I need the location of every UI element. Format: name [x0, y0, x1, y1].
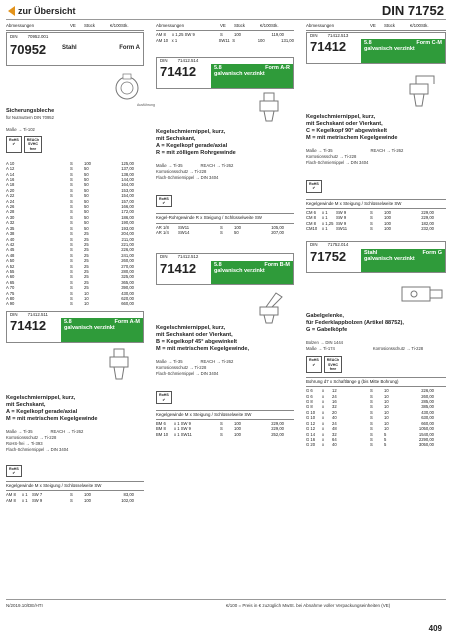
price-table	[306, 210, 446, 232]
table-row: G 6 x 24 S 10 260,00	[306, 393, 434, 399]
table-row: G 10 x 40 S 10 630,00	[306, 415, 434, 421]
table-row: A 42 S 25 221,00	[6, 241, 134, 247]
article-71412-513: DIN 71412.513 71412 5.8 Form C-M galvanisch verzinkt	[306, 32, 446, 64]
dimension-link[interactable]: Maße → Ti-102	[6, 127, 35, 133]
rohs-badge: RoHS ✔	[156, 195, 172, 207]
svg-text:Ausführung: Ausführung	[137, 103, 155, 108]
table-row: BM 10 x 1 SW11 S 100 252,00	[156, 431, 284, 437]
table-row: A 75 S 10 430,00	[6, 290, 134, 296]
table-header: Abmessungen VE Stück €/100Stk.	[6, 23, 129, 28]
product-image	[306, 64, 446, 114]
table-row: G 6 x 12 S 10 226,00	[306, 388, 434, 394]
grease-nipple-icon	[6, 343, 144, 395]
product-image	[156, 89, 294, 129]
article-number: 71412	[160, 260, 197, 276]
reach-badge: REACh SVHC free	[24, 136, 42, 153]
table-row: A 50 S 25 260,00	[6, 258, 134, 264]
table-row: G 10 x 20 S 10 430,00	[306, 409, 434, 415]
table-row: A 28 S 50 172,00	[6, 209, 134, 215]
table-row: G 12 x 24 S 10 660,00	[306, 420, 434, 426]
table-row: A 48 S 25 241,00	[6, 252, 134, 258]
product-title: Gabelgelenke,	[306, 313, 344, 320]
table-row: A 32 S 50 190,00	[6, 220, 134, 226]
product-title: Sicherungsbleche	[6, 108, 55, 115]
table-row: G 14 x 32 S 5 1540,00	[306, 431, 434, 437]
product-title: Kegelschmiernippel, kurz,	[306, 114, 376, 121]
table-row: A 22 S 50 154,00	[6, 193, 134, 199]
back-arrow-icon	[8, 6, 15, 16]
page-number: 409	[428, 624, 442, 633]
table-row: CM10 x 1 SW11 S 100 232,00	[306, 226, 434, 232]
price-note: €/100 = Preis in € zuzüglich MwSt. bei Abnahme voller Verpackungseinheiten (VE)	[226, 603, 391, 608]
table-row: A 18 S 50 164,00	[6, 182, 134, 188]
column-3: Abmessungen VE Stück €/100Stk. DIN 71412.513 71412 5.8 Form C-M galvanisch verzinkt Kegelschmiernippel, kurz, mit Sechskant oder Vierkant, C = Kegelkopf 90° abgewinkelt M = mit metrischem Kegelgewinde Maße → Ti-35 REACH → Ti-262 Korrosionsschutz → Ti-228 Flach-Schmiernippel → DIN 3404 RoHS ✔ Kegelgewinde M x Steigung / Schlüsselweite SW CM 6 x 1 SW 9 S 100 229,00 CM 8 x 1 SW 9 S 100 229,00 CM 8 x 1,25 SW 9 S 100 182,00 CM10 x 1 SW11 S 100 232,00 DIN 71752.014 71752 Stahl Form G galvanisch verzinkt Gabelgelenke, für Federklappbolzen (Artikel 88752), G = Gabelköpfe Bolzen → DIN 1444 Maße → Ti-174 Korrosionsschutz → Ti-228 RoHS ✔ REACh SVHC free Bohrung d7 x Schaftlänge g (bis Mitte Bohrung) G 6 x 12 S 10 226,00 G 6 x 24 S 10 260,00 G 8 x 16 S 10 285,00 G 8 x 32 S 10 385,00 G 10 x 20 S 10 430,00 G 10 x 40 S 10 630,00 G 12 x 24 S 10 660,00 G 12 x 48 S 10 1050,00 G 14 x 32 S 5 1540,00 G 16 x 64 S 5 2290,00 G 20 x 40 S 5 3050,00	[306, 23, 446, 448]
compliance-badges	[6, 136, 144, 153]
article-number: 71412	[160, 64, 197, 80]
rohs-badge: RoHS ✔	[306, 356, 322, 373]
table-row: CM 8 x 1,25 SW 9 S 100 182,00	[306, 220, 434, 226]
table-row: BM 6 x 1 SW 9 S 100 229,00	[156, 421, 284, 427]
table-row: G 20 x 40 S 5 3050,00	[306, 442, 434, 448]
article-70952: DIN 70952.001 70952 Stahl Form A	[6, 32, 144, 66]
table-row: G 8 x 16 S 10 285,00	[306, 399, 434, 405]
back-label: zur Übersicht	[18, 6, 76, 16]
price-table	[156, 421, 294, 437]
table-row: AR 1/4 SW14 S 50 207,00	[156, 230, 284, 236]
table-row: A 55 S 25 280,00	[6, 268, 134, 274]
table-header: Abmessungen VE Stück €/100Stk.	[306, 23, 429, 28]
article-71412-514: DIN 71412.514 71412 5.8 Form A-R galvanisch verzinkt	[156, 57, 294, 89]
footer-divider	[6, 599, 446, 600]
table-row: CM 6 x 1 SW 9 S 100 229,00	[306, 209, 434, 215]
table-row: A 65 S 25 365,00	[6, 279, 134, 285]
price-table	[6, 161, 144, 307]
article-number: 71752	[310, 248, 347, 264]
table-row: A 26 S 50 166,00	[6, 204, 134, 210]
table-row: A 24 S 50 157,00	[6, 198, 134, 204]
table-row: A 70 S 25 390,00	[6, 285, 134, 291]
table-header: Abmessungen VE Stück €/100Stk.	[156, 23, 279, 28]
table-row: A 40 S 25 211,00	[6, 236, 134, 242]
table-row: A 14 S 50 138,00	[6, 171, 134, 177]
lock-washer-icon	[6, 66, 155, 108]
table-row: CM 8 x 1 SW 9 S 100 229,00	[306, 215, 434, 221]
article-71412-512: DIN 71412.512 71412 5.8 Form B-M galvanisch verzinkt	[156, 253, 294, 285]
compliance-badges	[306, 356, 446, 373]
article-number: 71412	[310, 39, 347, 55]
rohs-badge: RoHS ✔	[156, 391, 172, 403]
price-table	[306, 388, 446, 447]
catalog-code: N/2019.10/DE/HTI	[6, 603, 43, 608]
product-title: Kegelschmiernippel, kurz,	[156, 325, 226, 332]
table-row: A 16 S 50 144,00	[6, 177, 134, 183]
table-row: BM 8 x 1 SW 9 S 100 229,00	[156, 426, 284, 432]
table-row: A 52 S 25 270,00	[6, 263, 134, 269]
grease-nipple-icon	[156, 89, 294, 129]
price-table	[156, 32, 294, 43]
article-number: 70952	[10, 42, 47, 58]
table-row: G 12 x 48 S 10 1050,00	[306, 426, 434, 432]
table-row: A 90 S 10 660,00	[6, 301, 134, 307]
page-title: DIN 71752	[381, 3, 444, 18]
table-row: A 20 S 50 153,00	[6, 187, 134, 193]
product-title: Kegelschmiernippel, kurz,	[156, 129, 226, 136]
angled-grease-nipple-icon	[156, 285, 294, 325]
table-row: A 30 S 50 186,00	[6, 214, 134, 220]
article-71752-014: DIN 71752.014 71752 Stahl Form G galvanisch verzinkt	[306, 241, 446, 273]
table-row: AM 10 x 1 SW11 S 100 131,00	[156, 37, 294, 43]
table-row: A 80 S 10 620,00	[6, 295, 134, 301]
price-table	[6, 492, 144, 503]
clevis-joint-icon	[306, 273, 446, 313]
table-row: A 60 S 25 325,00	[6, 274, 134, 280]
column-2: Abmessungen VE Stück €/100Stk. AM 8 x 1,25 SW 9 S 100 119,00 AM 10 x 1 SW11 S 100 131,00 DIN 71412.514 71412 5.8 Form A-R galvanisch verzinkt Kegelschmiernippel, kurz, mit Sechskant, A = Kegelkopf gerade/axial R = mit zölligem Rohrgewinde Maße → Ti-35 REACH → Ti-262 Korrosionsschutz → Ti-228 Flach-Schmiernippel → DIN 3404 RoHS ✔ Kegel-Rohrgewinde R x Steigung / Schlüsselweite SW AR 1/8 SW11 S 100 105,00 AR 1/4 SW14 S 50 207,00 DIN 71412.512 71412 5.8 Form B-M galvanisch verzinkt Kegelschmiernippel, kurz, mit Sechskant oder Vierkant, B = Kegelkopf 45° abgewinkelt M = mit metrischem Kegelgewinde, Maße → Ti-35 REACH → Ti-262 Korrosionsschutz → Ti-228 Flach-Schmiernippel → DIN 3404 RoHS ✔ Kegelgewinde M x Steigung / Schlüsselweite SW BM 6 x 1 SW 9 S 100 229,00 BM 8 x 1 SW 9 S 100 229,00 BM 10 x 1 SW11 S 100 252,00	[156, 23, 294, 437]
product-title: Kegelschmiernippel, kurz,	[6, 394, 76, 401]
rohs-badge: RoHS ✔	[6, 465, 22, 477]
header-divider	[6, 19, 446, 20]
product-image	[6, 66, 155, 108]
table-row: A 38 S 25 204,00	[6, 231, 134, 237]
table-row: A 35 S 50 193,00	[6, 225, 134, 231]
article-number: 71412	[10, 317, 47, 333]
table-row: A 10 S 100 125,00	[6, 160, 134, 166]
table-row: AM 8 x 1 SW 7 S 100 83,00	[6, 492, 134, 498]
price-table	[156, 225, 294, 236]
table-row: A 45 S 25 226,00	[6, 247, 134, 253]
right-angle-grease-nipple-icon	[306, 64, 446, 114]
table-row: A 12 S 50 137,00	[6, 166, 134, 172]
rohs-badge: RoHS ✔	[306, 180, 322, 192]
table-row: AM 8 x 1 SW 9 S 100 102,00	[6, 497, 134, 503]
product-image	[306, 273, 446, 313]
column-1: Abmessungen VE Stück €/100Stk. DIN 70952.001 70952 Stahl Form A Ausführung Sicherungsbleche für Nutmuttern DIN 70952 Maße → Ti-102 RoHS ✔ REACh SVHC free A 10 S 100 125,00 A 12 S 50 137,00 A 14 S 50 138,00 A 16 S 50 144,00 A 18 S 50 164,00 A 20 S 50 153,00 A 22 S 50 154,00 A 24 S 50 157,00 A 26 S 50 166,00 A 28 S 50 172,00 A 30 S 50 186,00 A 32 S 50 190,00 A 35 S 50 193,00 A 38 S 25 204,00 A 40 S 25 211,00 A 42 S 25 221,00 A 45 S 25 226,00 A 48 S 25 241,00 A 50 S 25 260,00 A 52 S 25 270,00 A 55 S 25 280,00 A 60 S 25 325,00 A 65 S 25 365,00 A 70 S 25 390,00 A 75 S 10 430,00 A 80 S 10 620,00 A 90 S 10 660,00 DIN 71412.511 71412 5.8 Form A-M galvanisch verzinkt Kegelschmiernippel, kurz, mit Sechskant, A = Kegelkopf gerade/axial M = mit metrischem Kegelgewinde Maße → Ti-35 REACH → Ti-262 Korrosionsschutz → Ti-228 RoHS-frei → Ti-393 Flach-Schmiernippel → DIN 3404 RoHS ✔ Kegelgewinde M x Steigung / Schlüsselweite SW AM 8 x 1 SW 7 S 100 83,00 AM 8 x 1 SW 9 S 100 102,00	[6, 23, 155, 503]
table-row: G 8 x 32 S 10 385,00	[306, 404, 434, 410]
product-image	[156, 285, 294, 325]
reach-badge: REACh SVHC free	[324, 356, 342, 373]
table-row: G 16 x 64 S 5 2290,00	[306, 436, 434, 442]
table-row: AR 1/8 SW11 S 100 105,00	[156, 224, 284, 230]
back-link[interactable]	[8, 6, 76, 16]
table-row: AM 8 x 1,25 SW 9 S 100 119,00	[156, 32, 284, 38]
rohs-badge: RoHS ✔	[6, 136, 22, 153]
product-image	[6, 343, 144, 395]
article-71412-511: DIN 71412.511 71412 5.8 Form A-M galvanisch verzinkt	[6, 311, 144, 343]
